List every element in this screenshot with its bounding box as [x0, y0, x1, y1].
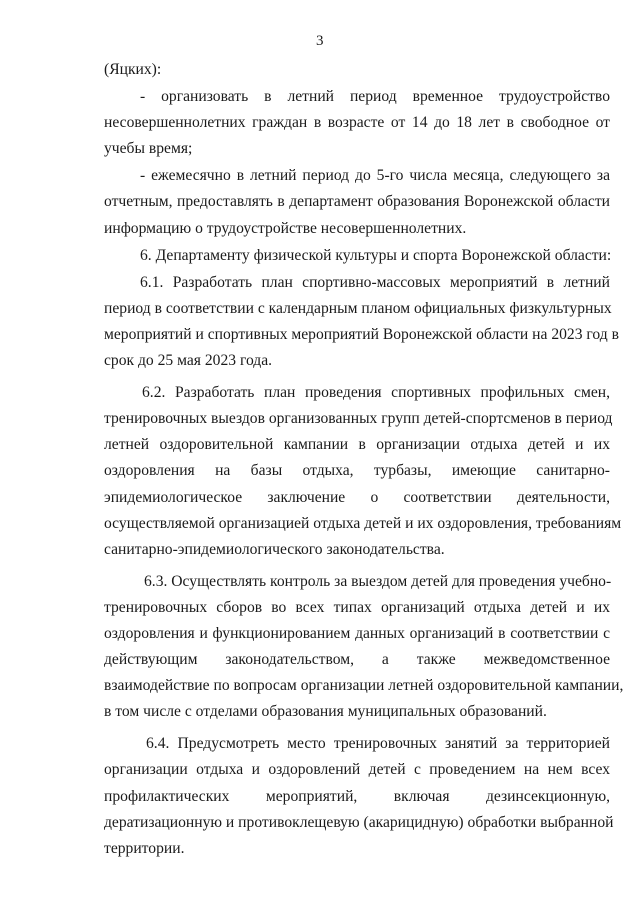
text-line: несовершеннолетних граждан в возрасте от 14 до 18 лет в свободное от	[104, 114, 610, 132]
text-line: 6.2. Разработать план проведения спортивных профильных смен,	[142, 384, 610, 402]
text-line: санитарно-эпидемиологического законодательства.	[104, 540, 445, 558]
text-line: в том числе с отделами образования муниципальных образований.	[104, 703, 547, 721]
text-line: информацию о трудоустройстве несовершеннолетних.	[104, 219, 467, 237]
text-line: 6.4. Предусмотреть место тренировочных занятий за территорией	[146, 735, 610, 753]
text-line: эпидемиологическое заключение о соответствии деятельности,	[104, 488, 610, 506]
text-line: организации отдыха и оздоровлений детей с проведением на нем всех	[104, 761, 610, 779]
paragraph-item-6-3	[104, 569, 624, 726]
text-line: территории.	[104, 839, 185, 857]
paragraph-continuation	[104, 57, 610, 83]
text-line: дератизационную и противоклещевую (акарицидную) обработки выбранной	[104, 813, 614, 831]
text-line: - ежемесячно в летний период до 5-го числа месяца, следующего за	[140, 167, 610, 185]
paragraph-item-6-2	[104, 380, 622, 563]
text-line: срок до 25 мая 2023 года.	[104, 352, 273, 370]
text-line: осуществляемой организацией отдыха детей и их оздоровления, требованиям	[104, 514, 622, 532]
text-line: тренировочных выездов организованных групп детей-спортсменов в период	[104, 410, 613, 428]
page-number: 3	[316, 33, 324, 49]
text-line: летней оздоровительной кампании в организации отдыха детей и их	[104, 436, 610, 454]
paragraph-employment-report	[104, 163, 610, 241]
text-line: (Яцких):	[104, 61, 162, 78]
text-line: 6. Департаменту физической культуры и спорта Воронежской области:	[140, 246, 612, 264]
text-line: профилактических мероприятий, включая дезинсекционную,	[104, 787, 610, 805]
document-body	[104, 57, 624, 862]
text-line: - организовать в летний период временное трудоустройство	[140, 88, 610, 106]
text-line: оздоровления и функционированием данных организаций в соответствии с	[104, 624, 610, 642]
paragraph-item-6	[104, 243, 610, 269]
text-line: взаимодействие по вопросам организации летней оздоровительной кампании,	[104, 677, 624, 695]
paragraph-employment-organize	[104, 84, 610, 162]
text-line: 6.3. Осуществлять контроль за выездом детей для проведения учебно-	[144, 572, 612, 590]
text-line: тренировочных сборов во всех типах организаций отдыха детей и их	[104, 598, 610, 616]
paragraph-item-6-4	[104, 731, 614, 861]
paragraph-item-6-1	[104, 270, 619, 374]
text-line: действующим законодательством, а также межведомственное	[104, 651, 610, 669]
text-line: 6.1. Разработать план спортивно-массовых мероприятий в летний	[140, 273, 610, 291]
text-line: учебы время;	[104, 140, 193, 158]
text-line: отчетным, предоставлять в департамент образования Воронежской области	[104, 193, 610, 211]
text-line: оздоровления на базы отдыха, турбазы, имеющие санитарно-	[104, 462, 610, 480]
text-line: мероприятий и спортивных мероприятий Воронежской области на 2023 год в	[104, 325, 619, 343]
text-line: период в соответствии с календарным планом официальных физкультурных	[104, 299, 612, 317]
